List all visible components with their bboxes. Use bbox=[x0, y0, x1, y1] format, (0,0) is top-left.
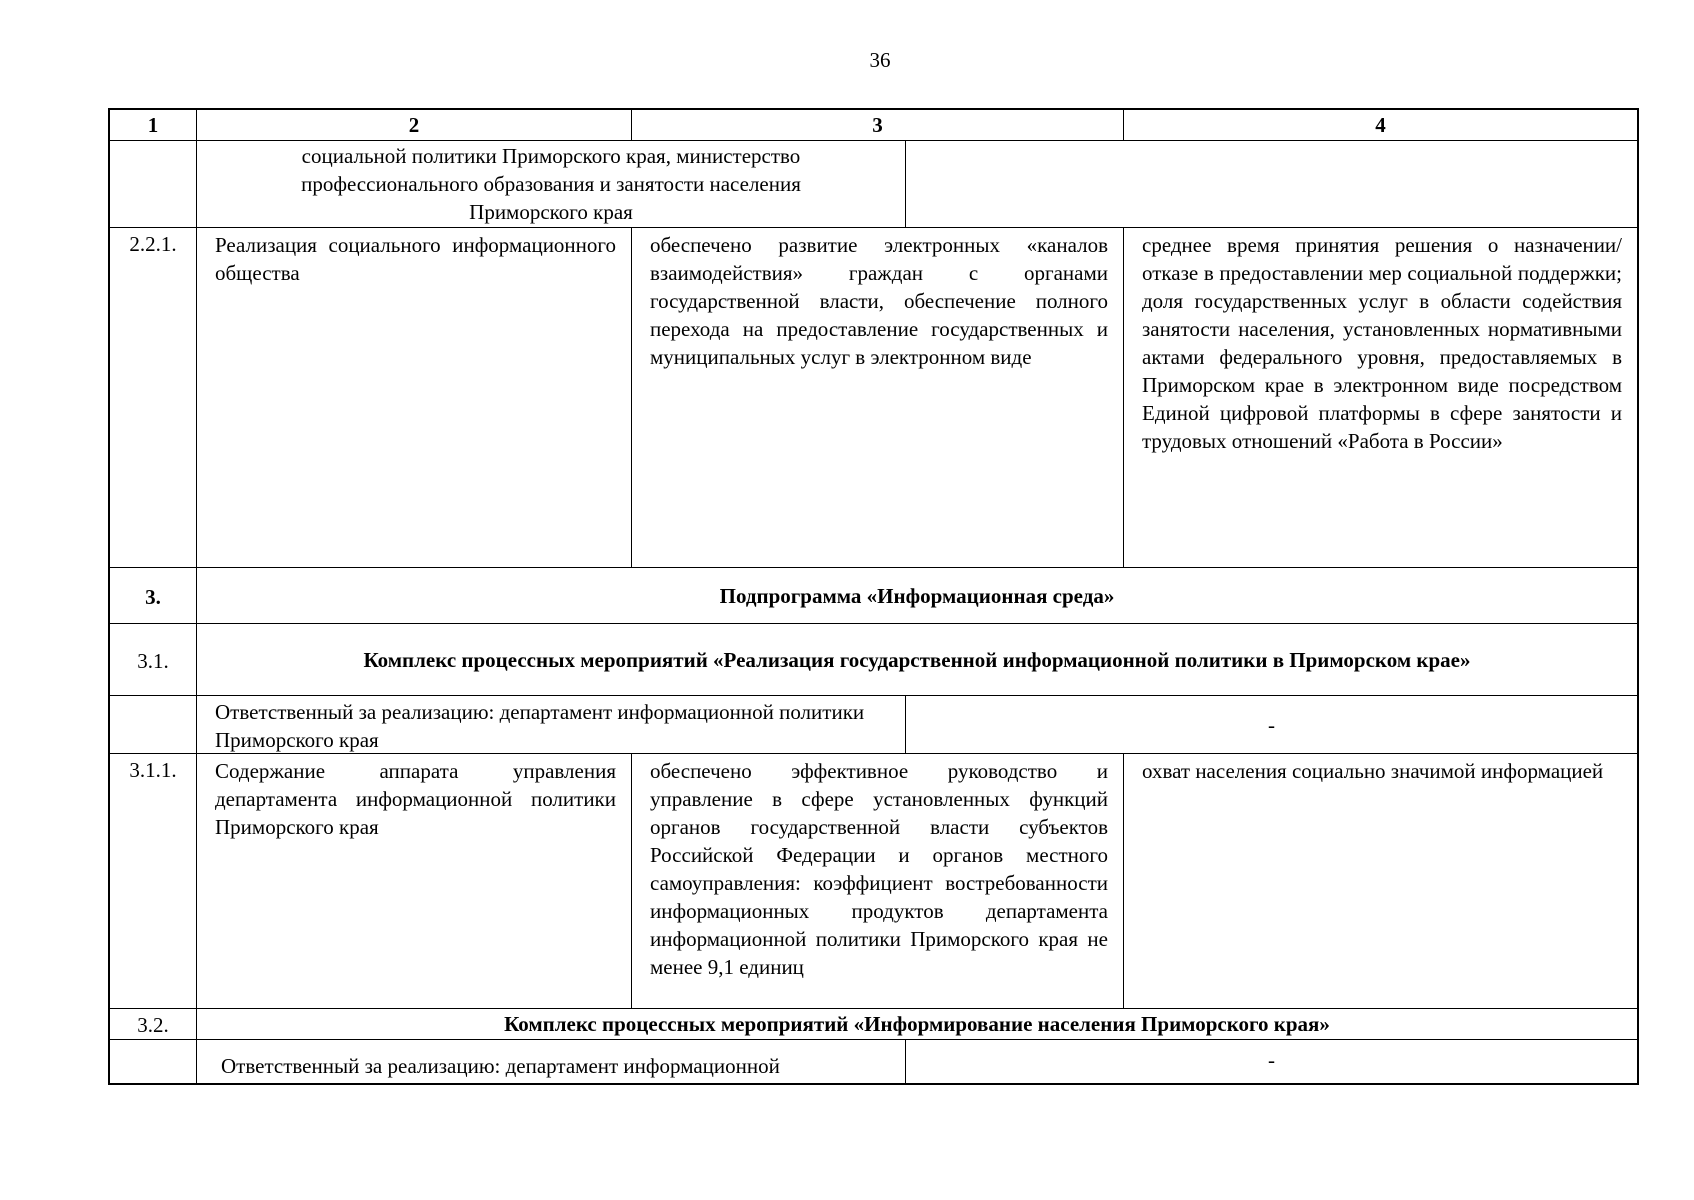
responsible-value: - bbox=[905, 1040, 1637, 1083]
program-table bbox=[108, 108, 1639, 1085]
responsible-num-cell bbox=[110, 1040, 196, 1083]
table-row-3-1-1 bbox=[110, 754, 1637, 1009]
table-row-2-2-1 bbox=[110, 228, 1637, 568]
continuation-value-cell bbox=[905, 141, 1637, 227]
responsible-value: - bbox=[905, 696, 1637, 753]
table-row-section-3-1 bbox=[110, 624, 1637, 696]
section-number: 3.1. bbox=[137, 648, 169, 673]
section-number: 3. bbox=[145, 584, 161, 609]
responsible-num-cell bbox=[110, 696, 196, 753]
header-col-3: 3 bbox=[631, 110, 1123, 140]
continuation-line: Приморского края bbox=[469, 200, 633, 224]
activity-task: обеспечено развитие электронных «каналов взаимодействия» граждан с органами государственной власти, обеспечение полного перехода на предоставление государственных и муниципальных услуг в электронном виде bbox=[631, 228, 1123, 567]
section-title: Комплекс процессных мероприятий «Информирование населения Приморского края» bbox=[196, 1009, 1637, 1039]
continuation-line: социальной политики Приморского края, министерство bbox=[301, 144, 801, 168]
header-col-1: 1 bbox=[147, 113, 159, 137]
section-title: Комплекс процессных мероприятий «Реализация государственной информационной политики в Приморском крае» bbox=[196, 624, 1637, 695]
header-col-2: 2 bbox=[196, 110, 631, 140]
section-number: 3.2. bbox=[137, 1013, 169, 1037]
activity-indicator: охват населения социально значимой информацией bbox=[1123, 754, 1637, 1008]
responsible-text: Ответственный за реализацию: департамент информационной политики Приморского края bbox=[196, 696, 905, 753]
table-row-section-3-2 bbox=[110, 1009, 1637, 1040]
continuation-num-cell bbox=[110, 141, 196, 227]
table-row-continuation bbox=[110, 141, 1637, 228]
page-number: 36 bbox=[869, 48, 891, 72]
section-title: Подпрограмма «Информационная среда» bbox=[196, 568, 1637, 623]
header-col-4: 4 bbox=[1123, 110, 1637, 140]
continuation-responsible-text bbox=[196, 141, 905, 227]
row-number: 2.2.1. bbox=[129, 232, 177, 256]
activity-indicator: среднее время принятия решения о назначении/отказе в предоставлении мер социальной поддержки; доля государственных услуг в области содействия занятости населения, установленных нормативными актами федерального уровня, предоставляемых в Приморском крае в электронном виде посредством Единой цифровой платформы в сфере занятости и трудовых отношений «Работа в России» bbox=[1123, 228, 1637, 567]
table-row-responsible-3-1 bbox=[110, 696, 1637, 754]
activity-name: Содержание аппарата управления департамента информационной политики Приморского края bbox=[196, 754, 631, 1008]
row-number: 3.1.1. bbox=[129, 758, 177, 782]
responsible-text: Ответственный за реализацию: департамент информационной bbox=[196, 1040, 905, 1083]
activity-task: обеспечено эффективное руководство и управление в сфере установленных функций органов государственной власти субъектов Российской Федерации и органов местного самоуправления: коэффициент востребованности информационных продуктов департамента информационной политики Приморского края не менее 9,1 единиц bbox=[631, 754, 1123, 1008]
activity-name: Реализация социального информационного общества bbox=[196, 228, 631, 567]
table-header-row bbox=[110, 110, 1637, 141]
continuation-line: профессионального образования и занятости населения bbox=[301, 172, 801, 196]
table-row-section-3 bbox=[110, 568, 1637, 624]
table-row-responsible-3-2 bbox=[110, 1040, 1637, 1083]
